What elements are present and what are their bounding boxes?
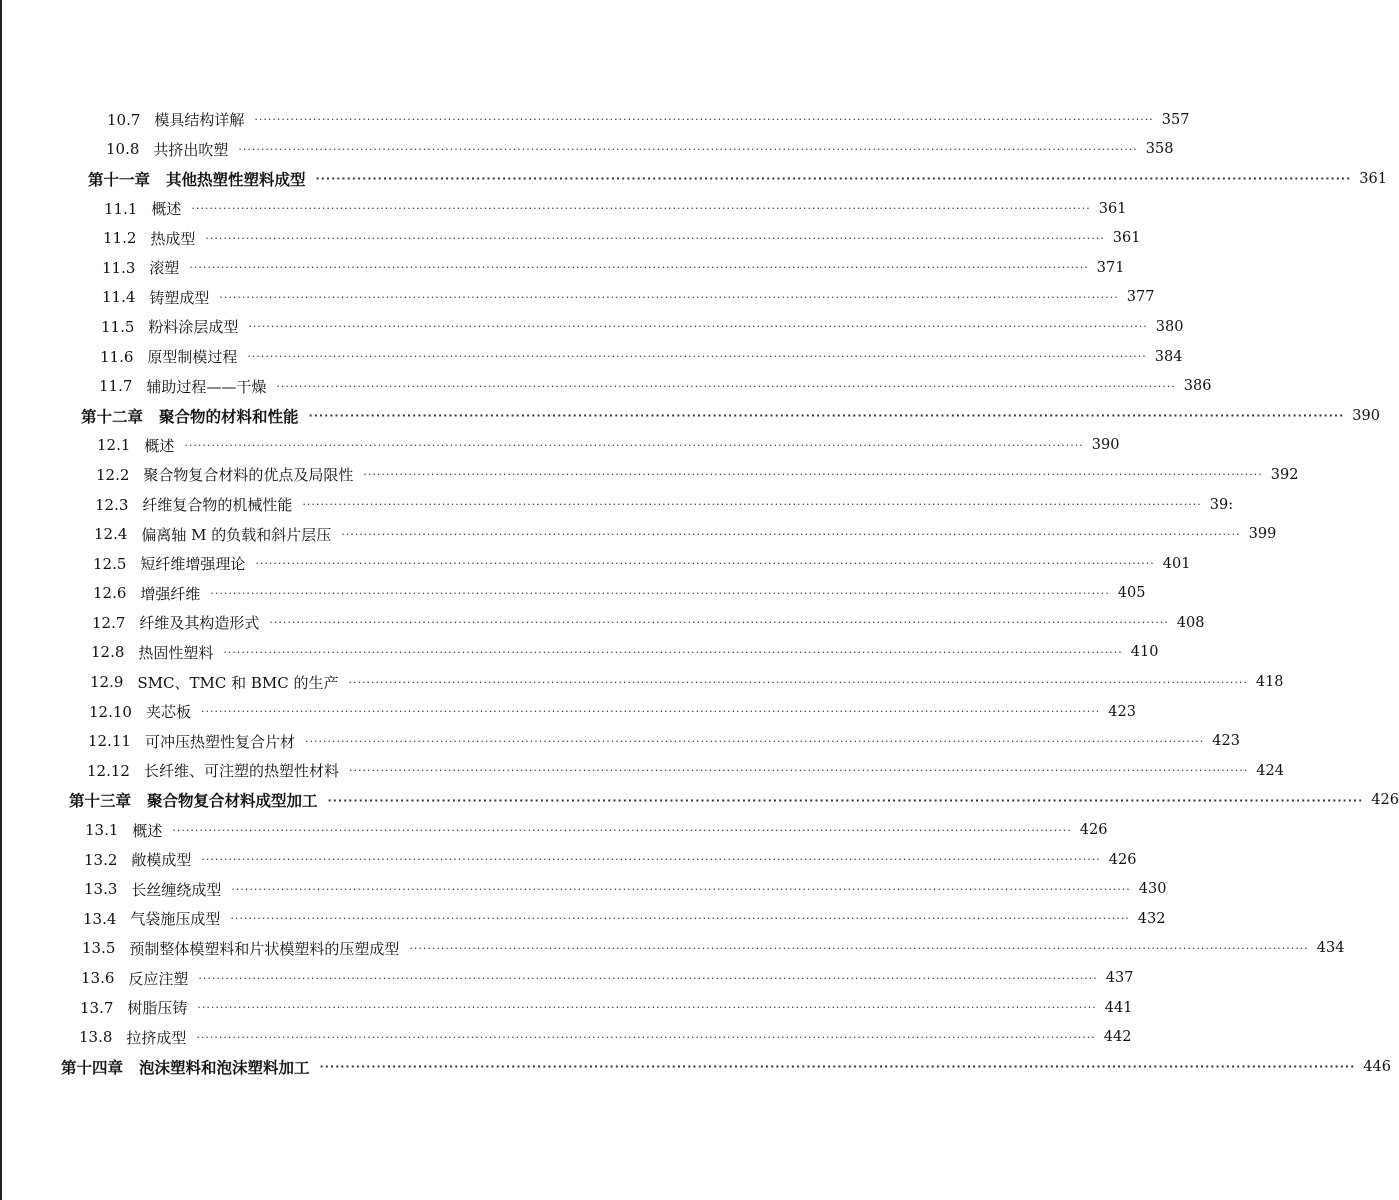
toc-page-number: 446 <box>1363 1058 1391 1075</box>
dot-leader: ········································································································································································································ <box>254 113 1154 127</box>
dot-leader: ········································································································································································································ <box>304 734 1205 748</box>
toc-title: 夹芯板 <box>145 703 191 722</box>
toc-title: 模具结构详解 <box>154 111 245 130</box>
toc-section-row[interactable] <box>0 342 1183 372</box>
toc-number: 第十二章 <box>81 407 144 426</box>
toc-title: 敞模成型 <box>131 851 192 870</box>
dot-leader: ········································································································································································································ <box>348 764 1249 778</box>
toc-title: 辅助过程——干燥 <box>146 377 267 396</box>
dot-leader: ········································································································································································································ <box>198 971 1098 985</box>
dot-leader: ········································································································································································································ <box>315 172 1352 186</box>
toc-section-row[interactable] <box>0 608 1205 638</box>
toc-chapter-row[interactable] <box>0 164 1387 194</box>
toc-section-row[interactable] <box>0 579 1146 609</box>
dot-leader: ········································································································································································································ <box>276 379 1176 393</box>
toc-section-row[interactable] <box>0 283 1155 313</box>
toc-page-number: 361 <box>1112 230 1141 247</box>
toc-section-row[interactable] <box>0 105 1190 135</box>
toc-title: 气袋施压成型 <box>130 910 221 929</box>
dot-leader: ········································································································································································································ <box>191 202 1091 216</box>
dot-leader: ········································································································································································································ <box>348 675 1248 689</box>
dot-leader: ········································································································································································································ <box>341 527 1241 541</box>
toc-title: 增强纤维 <box>140 584 201 603</box>
toc-title: 热固性塑料 <box>138 643 214 662</box>
toc-section-row[interactable] <box>0 1022 1132 1052</box>
toc-page-number: 432 <box>1137 910 1166 927</box>
toc-section-row[interactable] <box>0 845 1137 875</box>
dot-leader: ········································································································································································································ <box>308 409 1345 423</box>
toc-chapter-row[interactable] <box>0 401 1380 431</box>
toc-page-number: 361 <box>1359 170 1387 187</box>
toc-number: 12.9 <box>90 673 124 692</box>
toc-title: SMC、TMC 和 BMC 的生产 <box>137 673 339 692</box>
toc-section-row[interactable] <box>0 934 1345 964</box>
dot-leader: ········································································································································································································ <box>255 557 1155 571</box>
toc-number: 12.12 <box>87 761 130 780</box>
toc-page-number: 408 <box>1176 614 1205 631</box>
dot-leader: ········································································································································································································ <box>197 1001 1097 1015</box>
toc-title: 其他热塑性塑料成型 <box>166 170 306 189</box>
toc-title: 原型制模过程 <box>147 348 238 367</box>
dot-leader: ········································································································································································································ <box>319 1060 1356 1074</box>
toc-number: 11.4 <box>102 288 136 307</box>
dot-leader: ········································································································································································································ <box>172 823 1072 837</box>
toc-page-number: 371 <box>1096 259 1125 276</box>
toc-title: 偏离轴 M 的负载和斜片层压 <box>141 525 332 544</box>
toc-title: 拉挤成型 <box>126 1028 187 1047</box>
dot-leader: ········································································································································································································ <box>248 320 1148 334</box>
toc-title: 可冲压热塑性复合片材 <box>144 732 295 751</box>
toc-number: 10.8 <box>106 140 140 159</box>
toc-number: 12.4 <box>94 525 128 544</box>
toc-section-row[interactable] <box>0 371 1212 401</box>
toc-number: 12.10 <box>89 702 132 721</box>
toc-page-number: 361 <box>1098 200 1127 217</box>
toc-number: 12.2 <box>96 465 130 484</box>
toc-number: 12.8 <box>91 643 125 662</box>
toc-page-number: 399 <box>1248 526 1277 543</box>
toc-page-number: 392 <box>1270 466 1299 483</box>
toc-page-number: 384 <box>1154 348 1183 365</box>
toc-section-row[interactable] <box>0 460 1299 490</box>
dot-leader: ········································································································································································································ <box>205 231 1105 245</box>
toc-number: 11.7 <box>99 377 133 396</box>
dot-leader: ········································································································································································································ <box>200 705 1101 719</box>
toc-number: 12.3 <box>95 495 129 514</box>
toc-title: 共挤出吹塑 <box>153 140 229 159</box>
toc-number: 12.7 <box>92 613 126 632</box>
toc-number: 11.2 <box>103 229 137 248</box>
toc-chapter-row[interactable] <box>0 786 1399 816</box>
toc-section-row[interactable] <box>0 726 1240 756</box>
dot-leader: ········································································································································································································ <box>231 882 1131 896</box>
toc-page-number: 418 <box>1255 674 1284 691</box>
toc-number: 13.5 <box>82 939 116 958</box>
toc-title: 概述 <box>132 821 163 840</box>
toc-number: 第十四章 <box>61 1058 124 1077</box>
toc-section-row[interactable] <box>0 756 1284 786</box>
toc-title: 铸塑成型 <box>149 288 210 307</box>
toc-title: 概述 <box>151 200 182 219</box>
toc-number: 13.7 <box>80 998 114 1017</box>
toc-page-number: 377 <box>1126 289 1155 306</box>
toc-number: 13.3 <box>84 880 118 899</box>
dot-leader: ········································································································································································································ <box>269 616 1169 630</box>
toc-title: 滚塑 <box>149 259 180 278</box>
toc-number: 13.8 <box>79 1028 113 1047</box>
dot-leader: ········································································································································································································ <box>363 468 1263 482</box>
toc-section-row[interactable] <box>0 904 1166 934</box>
toc-page-number: 423 <box>1108 703 1136 720</box>
toc-page-number: 426 <box>1371 792 1399 809</box>
toc-number: 11.5 <box>101 317 135 336</box>
dot-leader: ········································································································································································································ <box>210 586 1110 600</box>
toc-page-number: 357 <box>1161 111 1190 128</box>
toc-section-row[interactable] <box>0 638 1159 668</box>
dot-leader: ········································································································································································································ <box>189 261 1089 275</box>
dot-leader: ········································································································································································································ <box>196 1030 1096 1044</box>
toc-section-row[interactable] <box>0 135 1174 165</box>
toc-number: 13.1 <box>85 821 119 840</box>
toc-page-number: 386 <box>1183 378 1212 395</box>
toc-page-number: 405 <box>1117 585 1146 602</box>
toc-section-row[interactable] <box>0 223 1141 253</box>
toc-title: 粉料涂层成型 <box>148 318 239 337</box>
toc-title: 聚合物复合材料成型加工 <box>147 792 318 811</box>
toc-page-number: 426 <box>1108 851 1137 868</box>
toc-page-number: 437 <box>1105 970 1134 987</box>
toc-section-row[interactable] <box>0 253 1125 283</box>
toc-title: 热成型 <box>150 229 196 248</box>
toc-number: 13.2 <box>84 850 118 869</box>
toc-page-number: 390 <box>1352 407 1380 424</box>
table-of-contents <box>0 105 1399 1082</box>
toc-page-number: 442 <box>1103 1029 1132 1046</box>
toc-number: 12.5 <box>93 554 127 573</box>
toc-page-number: 423 <box>1212 733 1240 750</box>
toc-number: 11.6 <box>100 347 134 366</box>
toc-section-row[interactable] <box>0 194 1127 224</box>
toc-page-number: 430 <box>1138 881 1167 898</box>
dot-leader: ········································································································································································································ <box>219 290 1119 304</box>
dot-leader: ········································································································································································································ <box>238 142 1138 156</box>
dot-leader: ········································································································································································································ <box>184 438 1084 452</box>
toc-number: 10.7 <box>107 110 141 129</box>
toc-section-row[interactable] <box>0 549 1191 579</box>
toc-title: 聚合物复合材料的优点及局限性 <box>143 466 354 485</box>
toc-section-row[interactable] <box>0 312 1184 342</box>
dot-leader: ········································································································································································································ <box>230 912 1130 926</box>
toc-number: 12.11 <box>88 732 131 751</box>
dot-leader: ········································································································································································································ <box>409 941 1309 955</box>
toc-title: 泡沫塑料和泡沫塑料加工 <box>139 1058 310 1077</box>
toc-section-row[interactable] <box>0 431 1120 461</box>
toc-page-number: 426 <box>1079 822 1108 839</box>
toc-number: 12.1 <box>97 436 131 455</box>
toc-section-row[interactable] <box>0 815 1108 845</box>
toc-title: 树脂压铸 <box>127 999 188 1018</box>
toc-section-row[interactable] <box>0 697 1136 727</box>
toc-title: 短纤维增强理论 <box>140 555 246 574</box>
toc-section-row[interactable] <box>0 519 1277 549</box>
toc-section-row[interactable] <box>0 874 1167 904</box>
toc-page-number: 39: <box>1209 496 1234 513</box>
toc-number: 第十三章 <box>69 792 132 811</box>
toc-number: 13.4 <box>83 909 117 928</box>
toc-title: 反应注塑 <box>128 969 189 988</box>
toc-title: 预制整体模塑料和片状模塑料的压塑成型 <box>129 939 400 958</box>
toc-section-row[interactable] <box>0 667 1284 697</box>
toc-section-row[interactable] <box>0 993 1133 1023</box>
toc-page-number: 358 <box>1145 141 1174 158</box>
toc-number: 12.6 <box>93 584 127 603</box>
toc-title: 概述 <box>144 436 175 455</box>
toc-page-number: 380 <box>1155 318 1184 335</box>
toc-page-number: 401 <box>1162 555 1191 572</box>
dot-leader: ········································································································································································································ <box>201 853 1101 867</box>
toc-page-number: 390 <box>1091 437 1120 454</box>
dot-leader: ········································································································································································································ <box>247 350 1147 364</box>
toc-page-number: 441 <box>1104 999 1133 1016</box>
toc-title: 长丝缠绕成型 <box>131 880 222 899</box>
toc-page-number: 424 <box>1256 762 1284 779</box>
toc-number: 第十一章 <box>88 170 151 189</box>
toc-number: 11.1 <box>104 199 138 218</box>
toc-title: 长纤维、可注塑的热塑性材料 <box>143 762 339 781</box>
dot-leader: ········································································································································································································ <box>327 793 1364 807</box>
toc-title: 聚合物的材料和性能 <box>159 407 299 426</box>
toc-number: 13.6 <box>81 969 115 988</box>
toc-title: 纤维复合物的机械性能 <box>142 496 293 515</box>
dot-leader: ········································································································································································································ <box>302 498 1202 512</box>
toc-title: 纤维及其构造形式 <box>139 614 260 633</box>
toc-page-number: 410 <box>1130 644 1159 661</box>
toc-section-row[interactable] <box>0 490 1234 520</box>
toc-section-row[interactable] <box>0 963 1134 993</box>
toc-chapter-row[interactable] <box>0 1052 1391 1082</box>
toc-number: 11.3 <box>102 258 136 277</box>
dot-leader: ········································································································································································································ <box>223 645 1123 659</box>
toc-page-number: 434 <box>1316 940 1345 957</box>
